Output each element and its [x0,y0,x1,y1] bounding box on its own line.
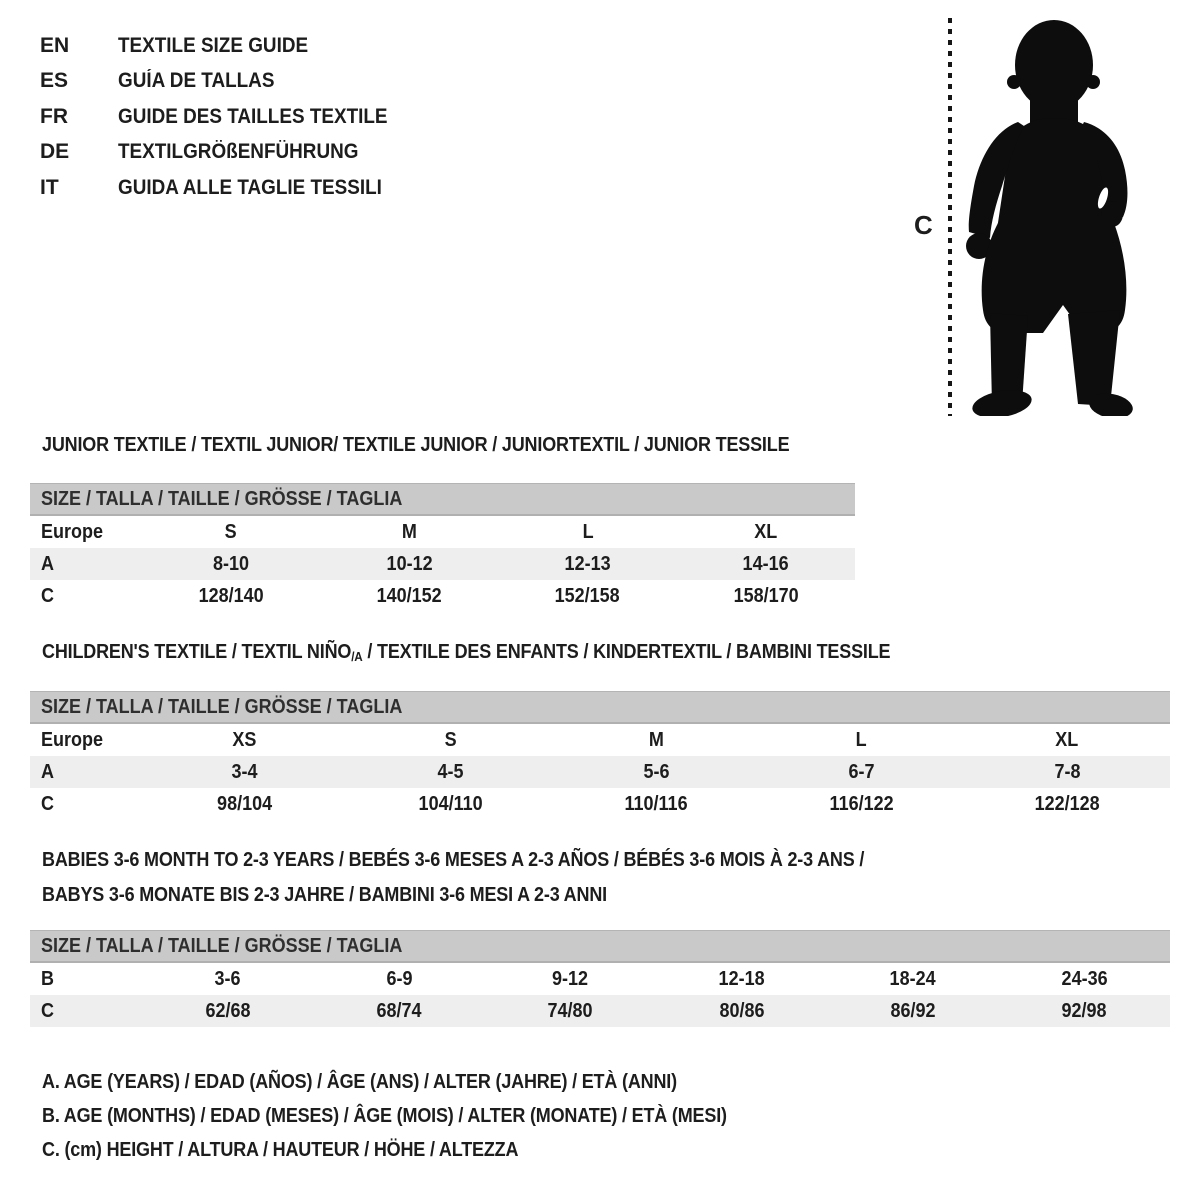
table-cell: 5-6 [642,760,669,783]
size-header-bar [30,483,855,516]
table-cell: 104/110 [418,792,483,815]
table-cell: 12-18 [718,967,765,990]
legend-line-c [42,1139,571,1162]
row-label: A [41,552,55,575]
table-row [30,788,1170,820]
table-cell: 110/116 [624,792,688,815]
row-label: B [41,967,55,990]
table-row [30,580,855,612]
table-cell: 74/80 [547,999,593,1022]
babies-section-title-line2 [42,884,670,907]
legend-line-b [42,1105,803,1128]
children-size-table [30,691,1170,820]
size-header-bar [30,930,1170,963]
language-row [40,135,417,171]
row-label: Europe [41,728,104,751]
table-cell: 3-4 [231,760,258,783]
table-row [30,724,1170,756]
table-row [30,516,855,548]
table-cell: XL [754,520,778,543]
table-cell: 122/128 [1034,792,1100,815]
language-code: DE [40,140,70,164]
table-cell: 24-36 [1061,967,1108,990]
table-cell: M [648,728,664,751]
row-label: C [41,792,55,815]
table-row [30,963,1170,995]
junior-section-title-text: JUNIOR TEXTILE / TEXTIL JUNIOR/ TEXTILE JUNIOR / JUNIORTEXTIL / JUNIOR TESSILE [42,434,790,456]
language-title: TEXTILGRÖßENFÜHRUNG [118,140,359,164]
table-cell: 98/104 [217,792,273,815]
table-cell: 7-8 [1054,760,1081,783]
row-label: C [41,999,55,1022]
language-code: FR [40,104,68,128]
language-row [40,170,417,206]
table-cell: 152/158 [555,584,621,607]
table-cell: 12-13 [564,552,611,575]
language-list [40,28,417,206]
legend-line-c-text: C. (cm) HEIGHT / ALTURA / HAUTEUR / HÖHE / ALTEZZA [42,1139,519,1161]
row-label: A [41,760,55,783]
language-title: GUIDE DES TAILLES TEXTILE [118,104,388,128]
table-cell: 116/122 [829,792,894,815]
language-row [40,28,417,64]
babies-section-title-line1 [42,849,956,872]
table-cell: S [225,520,238,543]
children-title-subscript: /A [351,649,363,664]
table-cell: 4-5 [437,760,464,783]
table-cell: S [444,728,457,751]
babies-title-line2-text: BABYS 3-6 MONATE BIS 2-3 JAHRE / BAMBINI 3-6 MESI A 2-3 ANNI [42,884,607,906]
language-title: GUIDA ALLE TAGLIE TESSILI [118,175,382,199]
language-code: EN [40,33,70,57]
language-row [40,99,417,135]
table-cell: M [401,520,417,543]
junior-size-table [30,483,855,612]
language-code: ES [40,69,69,93]
children-title-rest: / TEXTILE DES ENFANTS / KINDERTEXTIL / BAMBINI TESSILE [362,641,891,663]
table-cell: 68/74 [376,999,422,1022]
size-header-text: SIZE / TALLA / TAILLE / GRÖSSE / TAGLIA [41,696,403,718]
table-row [30,548,855,580]
table-cell: L [856,728,868,751]
legend-line-a-text: A. AGE (YEARS) / EDAD (AÑOS) / ÂGE (ANS) / ALTER (JAHRE) / ETÀ (ANNI) [42,1071,677,1093]
table-cell: 6-9 [385,967,412,990]
language-title: TEXTILE SIZE GUIDE [118,33,309,57]
toddler-silhouette-icon [966,18,1136,416]
row-label: Europe [41,520,104,543]
table-cell: 80/86 [719,999,765,1022]
size-header-text: SIZE / TALLA / TAILLE / GRÖSSE / TAGLIA [41,935,403,957]
children-section-title-text [42,641,890,664]
table-cell: 92/98 [1061,999,1107,1022]
language-title: GUÍA DE TALLAS [118,69,275,93]
language-code: IT [40,175,59,199]
table-cell: 14-16 [742,552,789,575]
table-cell: 18-24 [889,967,936,990]
table-cell: 86/92 [890,999,936,1022]
table-cell: 10-12 [386,552,433,575]
legend-line-a [42,1071,747,1094]
table-cell: 6-7 [848,760,875,783]
table-cell: 140/152 [376,584,442,607]
table-cell: 3-6 [214,967,241,990]
junior-section-title [42,434,872,457]
size-header-text: SIZE / TALLA / TAILLE / GRÖSSE / TAGLIA [41,488,403,510]
row-label: C [41,584,55,607]
table-cell: XL [1055,728,1079,751]
babies-title-line1-text: BABIES 3-6 MONTH TO 2-3 YEARS / BEBÉS 3-6 MESES A 2-3 AÑOS / BÉBÉS 3-6 MOIS À 2-3 ANS / [42,849,865,871]
table-cell: L [582,520,594,543]
height-measure-dashed-line [948,18,952,416]
table-cell: 128/140 [198,584,264,607]
table-cell: 8-10 [213,552,250,575]
table-cell: 62/68 [205,999,251,1022]
size-header-bar [30,691,1170,724]
table-cell: 158/170 [733,584,799,607]
language-row [40,64,417,100]
children-title-main: CHILDREN'S TEXTILE / TEXTIL NIÑO [42,641,352,663]
babies-size-table [30,930,1170,1027]
children-section-title [42,641,985,664]
table-row [30,756,1170,788]
table-row [30,995,1170,1027]
table-cell: XS [232,728,257,751]
table-cell: 9-12 [552,967,589,990]
legend-line-b-text: B. AGE (MONTHS) / EDAD (MESES) / ÂGE (MOIS) / ALTER (MONATE) / ETÀ (MESI) [42,1105,727,1127]
height-c-label: C [914,210,933,240]
